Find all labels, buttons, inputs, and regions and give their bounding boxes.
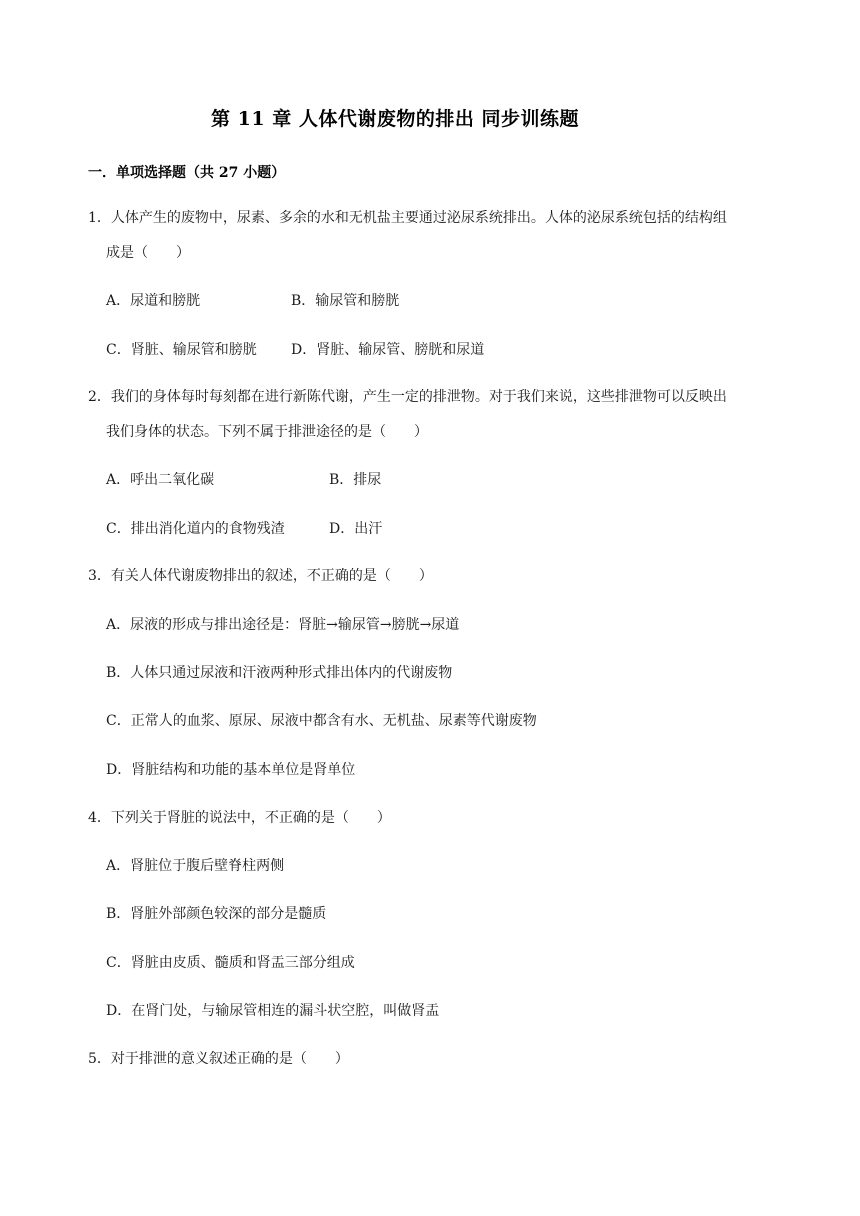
question-1-option-a: A．尿道和膀胱 — [106, 293, 201, 309]
question-3-stem: 3．有关人体代谢废物排出的叙述，不正确的是（ ） — [88, 568, 433, 584]
document-title: 第 11 章 人体代谢废物的排出 同步训练题 — [211, 108, 579, 130]
question-2-stem-cont: 我们身体的状态。下列不属于排泄途径的是（ ） — [106, 424, 428, 440]
question-3-option-d: D．肾脏结构和功能的基本单位是肾单位 — [106, 762, 356, 778]
question-2-option-c: C．排出消化道内的食物残渣 — [106, 521, 285, 537]
question-2-option-a: A．呼出二氧化碳 — [106, 472, 215, 488]
question-3-option-b: B．人体只通过尿液和汗液两种形式排出体内的代谢废物 — [106, 665, 453, 681]
question-2-option-b: B．排尿 — [329, 472, 382, 488]
question-1-option-d: D．肾脏、输尿管、膀胱和尿道 — [291, 342, 485, 358]
question-4-option-b: B．肾脏外部颜色较深的部分是髓质 — [106, 906, 327, 922]
section-heading: 一．单项选择题（共 27 小题） — [88, 165, 286, 181]
question-2-option-d: D．出汗 — [329, 521, 383, 537]
question-4-option-d: D．在肾门处，与输尿管相连的漏斗状空腔，叫做肾盂 — [106, 1003, 440, 1019]
question-1-stem: 1．人体产生的废物中，尿素、多余的水和无机盐主要通过泌尿系统排出。人体的泌尿系统包括的结构组 — [88, 210, 727, 226]
question-1-option-b: B．输尿管和膀胱 — [291, 293, 400, 309]
question-1-option-c: C．肾脏、输尿管和膀胱 — [106, 342, 257, 358]
question-3-option-a: A．尿液的形成与排出途径是：肾脏→输尿管→膀胱→尿道 — [106, 617, 460, 633]
question-3-option-c: C．正常人的血浆、原尿、尿液中都含有水、无机盐、尿素等代谢废物 — [106, 713, 537, 729]
question-4-option-a: A．肾脏位于腹后壁脊柱两侧 — [106, 858, 285, 874]
question-4-stem: 4．下列关于肾脏的说法中，不正确的是（ ） — [88, 810, 391, 826]
question-4-option-c: C．肾脏由皮质、髓质和肾盂三部分组成 — [106, 955, 355, 971]
question-5-stem: 5．对于排泄的意义叙述正确的是（ ） — [88, 1051, 349, 1067]
question-2-stem: 2．我们的身体每时每刻都在进行新陈代谢，产生一定的排泄物。对于我们来说，这些排泄物可以反映出 — [88, 389, 727, 405]
question-1-stem-cont: 成是（ ） — [106, 245, 190, 261]
